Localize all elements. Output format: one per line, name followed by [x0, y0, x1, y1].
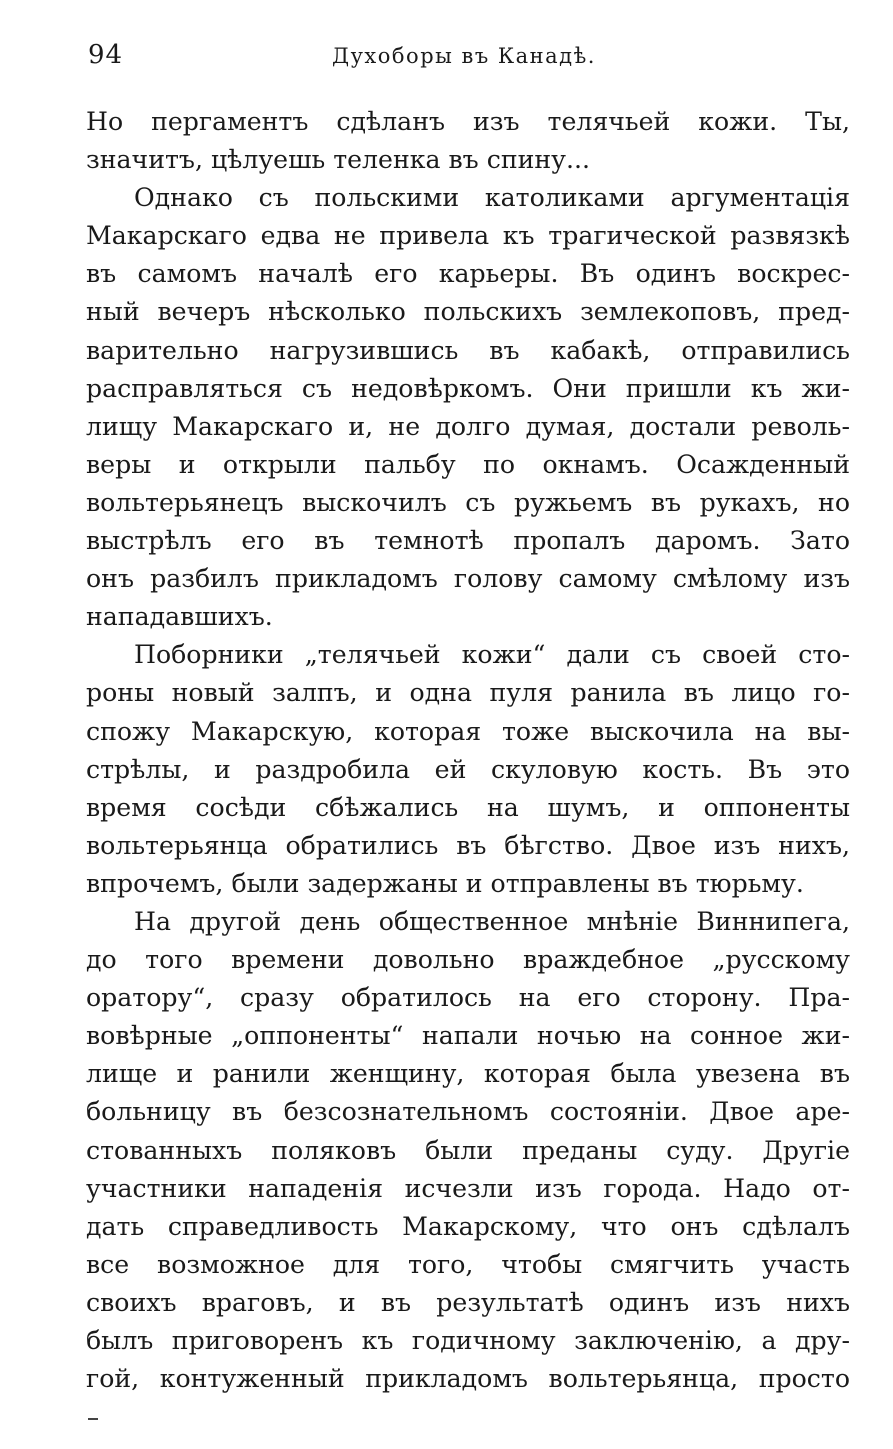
text-line: нападавшихъ. [86, 602, 273, 632]
text-line: онъ разбилъ прикладомъ голову самому смѣлому изъ [86, 564, 850, 594]
page-header [88, 40, 848, 80]
text-line: вольтерьянца обратились въ бѣгство. Двое изъ нихъ, [86, 830, 850, 860]
text-line: Поборники „телячьей кожи“ дали съ своей сто- [134, 640, 850, 670]
footer-mark [88, 1418, 98, 1420]
paragraph [86, 103, 850, 179]
text-line: больницу въ безсознательномъ состояніи. Двое аре- [86, 1097, 850, 1127]
text-line: варительно нагрузившись въ кабакѣ, отправились [86, 335, 850, 365]
text-line: оратору“, сразу обратилось на его сторону. Пра- [86, 983, 850, 1013]
paragraph [86, 903, 850, 1398]
text-line: стрѣлы, и раздробила ей скуловую кость. Въ это [86, 754, 850, 784]
text-line: значитъ, цѣлуешь теленка въ спину... [86, 145, 591, 175]
text-line: все возможное для того, чтобы смягчить участь [86, 1249, 850, 1279]
text-line: роны новый залпъ, и одна пуля ранила въ лицо го- [86, 678, 850, 708]
text-line: своихъ враговъ, и въ результатѣ одинъ изъ нихъ [86, 1287, 850, 1317]
text-line: въ самомъ началѣ его карьеры. Въ одинъ воскрес- [86, 259, 850, 289]
text-line: выстрѣлъ его въ темнотѣ пропалъ даромъ. Зато [86, 526, 850, 556]
text-line: вольтерьянецъ выскочилъ съ ружьемъ въ рукахъ, но [86, 487, 850, 517]
paragraph [86, 636, 850, 903]
text-line: Но пергаментъ сдѣланъ изъ телячьей кожи. Ты, [86, 107, 850, 136]
text-line: дать справедливость Макарскому, что онъ сдѣлалъ [86, 1211, 850, 1241]
running-title: Духоборы въ Канадѣ. [332, 44, 596, 68]
text-line: ный вечеръ нѣсколько польскихъ землекоповъ, пред- [86, 297, 850, 327]
text-line: былъ приговоренъ къ годичному заключенію, а дру- [86, 1326, 850, 1355]
text-line: впрочемъ, были задержаны и отправлены въ тюрьму. [86, 868, 804, 898]
text-line: лищу Макарскаго и, не долго думая, достали револь- [86, 411, 850, 441]
text-line: время сосѣди сбѣжались на шумъ, и оппоненты [86, 792, 850, 822]
text-line: веры и открыли пальбу по окнамъ. Осажденный [86, 449, 850, 479]
body-text [86, 103, 850, 1398]
text-line: вовѣрные „оппоненты“ напали ночью на сонное жи- [86, 1021, 850, 1051]
text-line: до того времени довольно враждебное „русскому [86, 945, 850, 975]
text-line: лище и ранили женщину, которая была увезена въ [86, 1059, 850, 1089]
text-line: Макарскаго едва не привела къ трагической развязкѣ [86, 221, 850, 251]
text-line: спожу Макарскую, которая тоже выскочила на вы- [86, 716, 850, 746]
text-line: На другой день общественное мнѣніе Виннипега, [134, 906, 850, 936]
text-line: стованныхъ поляковъ были преданы суду. Другіе [86, 1135, 850, 1165]
text-line: Однако съ польскими католиками аргументація [134, 183, 850, 213]
text-line: участники нападенія исчезли изъ города. Надо от- [86, 1173, 850, 1203]
paragraph [86, 179, 850, 636]
text-line: гой, контуженный прикладомъ вольтерьянца, просто [86, 1364, 850, 1394]
page-number: 94 [88, 40, 124, 70]
text-line: расправляться съ недовѣркомъ. Они пришли къ жи- [86, 373, 850, 403]
